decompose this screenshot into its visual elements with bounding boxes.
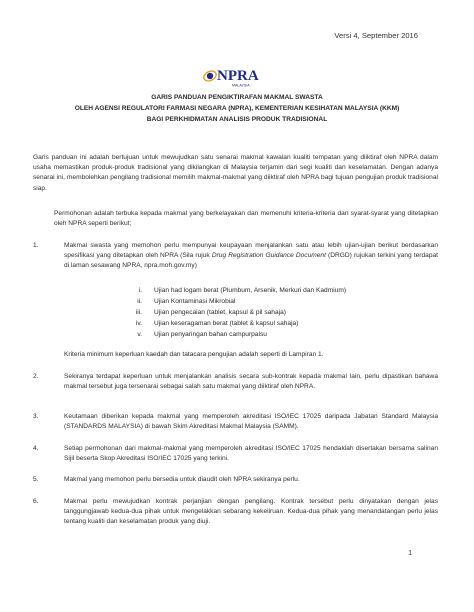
item-number: 6. [33,498,39,505]
test-list [120,286,346,341]
item-text: Makmal swasta yang memohon perlu mempunyai keupayaan menjalankan satu atau lebih ujian-ujian berikut berdasarkan spesifikasi yang ditetapkan oleh NPRA (Sila rujuk Drug Registration Guidance Document (DRGD) rujukan terkini yang terdapat di laman sesawang NPRA, npra.moh.gov.my) [64,242,438,270]
item-text: Sekiranya terdapat keperluan untuk menjalankan analisis secara sub-kontrak kepada makmal lain, perlu dipastikan bahawa makmal tersebut juga tersenarai sebagai salah satu makmal yang diiktiraf oleh NPRA. [64,373,438,391]
page-number: 1 [408,550,412,557]
title-line: GARIS PANDUAN PENGIKTIRAFAN MAKMAL SWASTA [151,94,323,101]
title-line: BAGI PERKHIDMATAN ANALISIS PRODUK TRADISIONAL [146,116,328,123]
logo-text: NPRA [217,68,259,84]
item-number: 1. [33,242,39,249]
item-number: 4. [33,445,39,452]
document-title [40,92,434,125]
test-item: ii. Ujian Kontaminasi Mikrobial [137,297,236,305]
test-item: v. Ujian penyaringan bahan campurpalsu [137,330,267,338]
item-text: Setiap permohonan dari makmal-makmal yang memperoleh akreditasi ISO/IEC 17025 hendaklah disertakan bersama salinan Sijil beserta Skop Akreditasi ISO/IEC 17025 yang terkini. [64,445,438,463]
kriteria-note: Kriteria minimum keperluan kaedah dan tatacara pengujian adalah seperti di Lampiran 1. [64,351,324,358]
test-item: iv. Ujian keseragaman berat (tablet & kapsul sahaja) [135,319,299,327]
version-label: Versi 4, September 2016 [334,31,418,40]
item-number: 3. [33,413,39,420]
test-item: iii. Ujian pengecaian (tablet, kapsul & pil sahaja) [135,308,286,316]
npra-logo [202,64,272,88]
permohonan-paragraph: Permohonan adalah terbuka kepada makmal yang berkelayakan dan memenuhi kriteria-kriteria dan syarat-syarat yang ditetapkan oleh NPRA seperti berikut; [54,210,438,228]
intro-paragraph: Garis panduan ini adalah bertujuan untuk mewujudkan satu senarai makmal kawalan kualiti tempatan yang diiktiraf oleh NPRA dalam usaha memastikan produk-produk tradisional yang dikilangkan di Malaysia terjamin dari segi kualiti dan keselamatan. Dengan adanya senarai ini, membolehkan pengilang tradisional memilih makmal-makmal yang diiktiraf oleh NPRA bagi tujuan pengujian produk tradisional siap. [33,154,438,192]
item-number: 5. [33,476,39,483]
logo-subtext: MALAYSIA [232,83,250,88]
item-text: Keutamaan diberikan kepada makmal yang memperoleh akreditasi ISO/IEC 17025 daripada Jabatan Standard Malaysia (STANDARDS MALAYSIA) di bawah Skim Akreditasi Makmal Malaysia (SAMM). [64,413,438,431]
item-number: 2. [33,373,39,380]
title-line: OLEH AGENSI REGULATORI FARMASI NEGARA (NPRA), KEMENTERIAN KESIHATAN MALAYSIA (KKM) [74,105,400,112]
item-text: Makmal yang memohon perlu bersedia untuk diaudit oleh NPRA sekiranya perlu. [64,476,300,483]
test-item: i. Ujian had logam berat (Plumbum, Arsenik, Merkuri dan Kadmium) [138,287,347,294]
item-text: Makmal perlu mewujudkan kontrak perjanjian dengan pengilang. Kontrak tersebut perlu dinyatakan dengan jelas tanggungjawab kedua-dua pihak untuk mengelakkan sebarang kekeliruan. Kedua-dua pihak yang menandatangan perlu jelas tentang kualiti dan keselamatan produk yang diuji. [64,498,438,526]
